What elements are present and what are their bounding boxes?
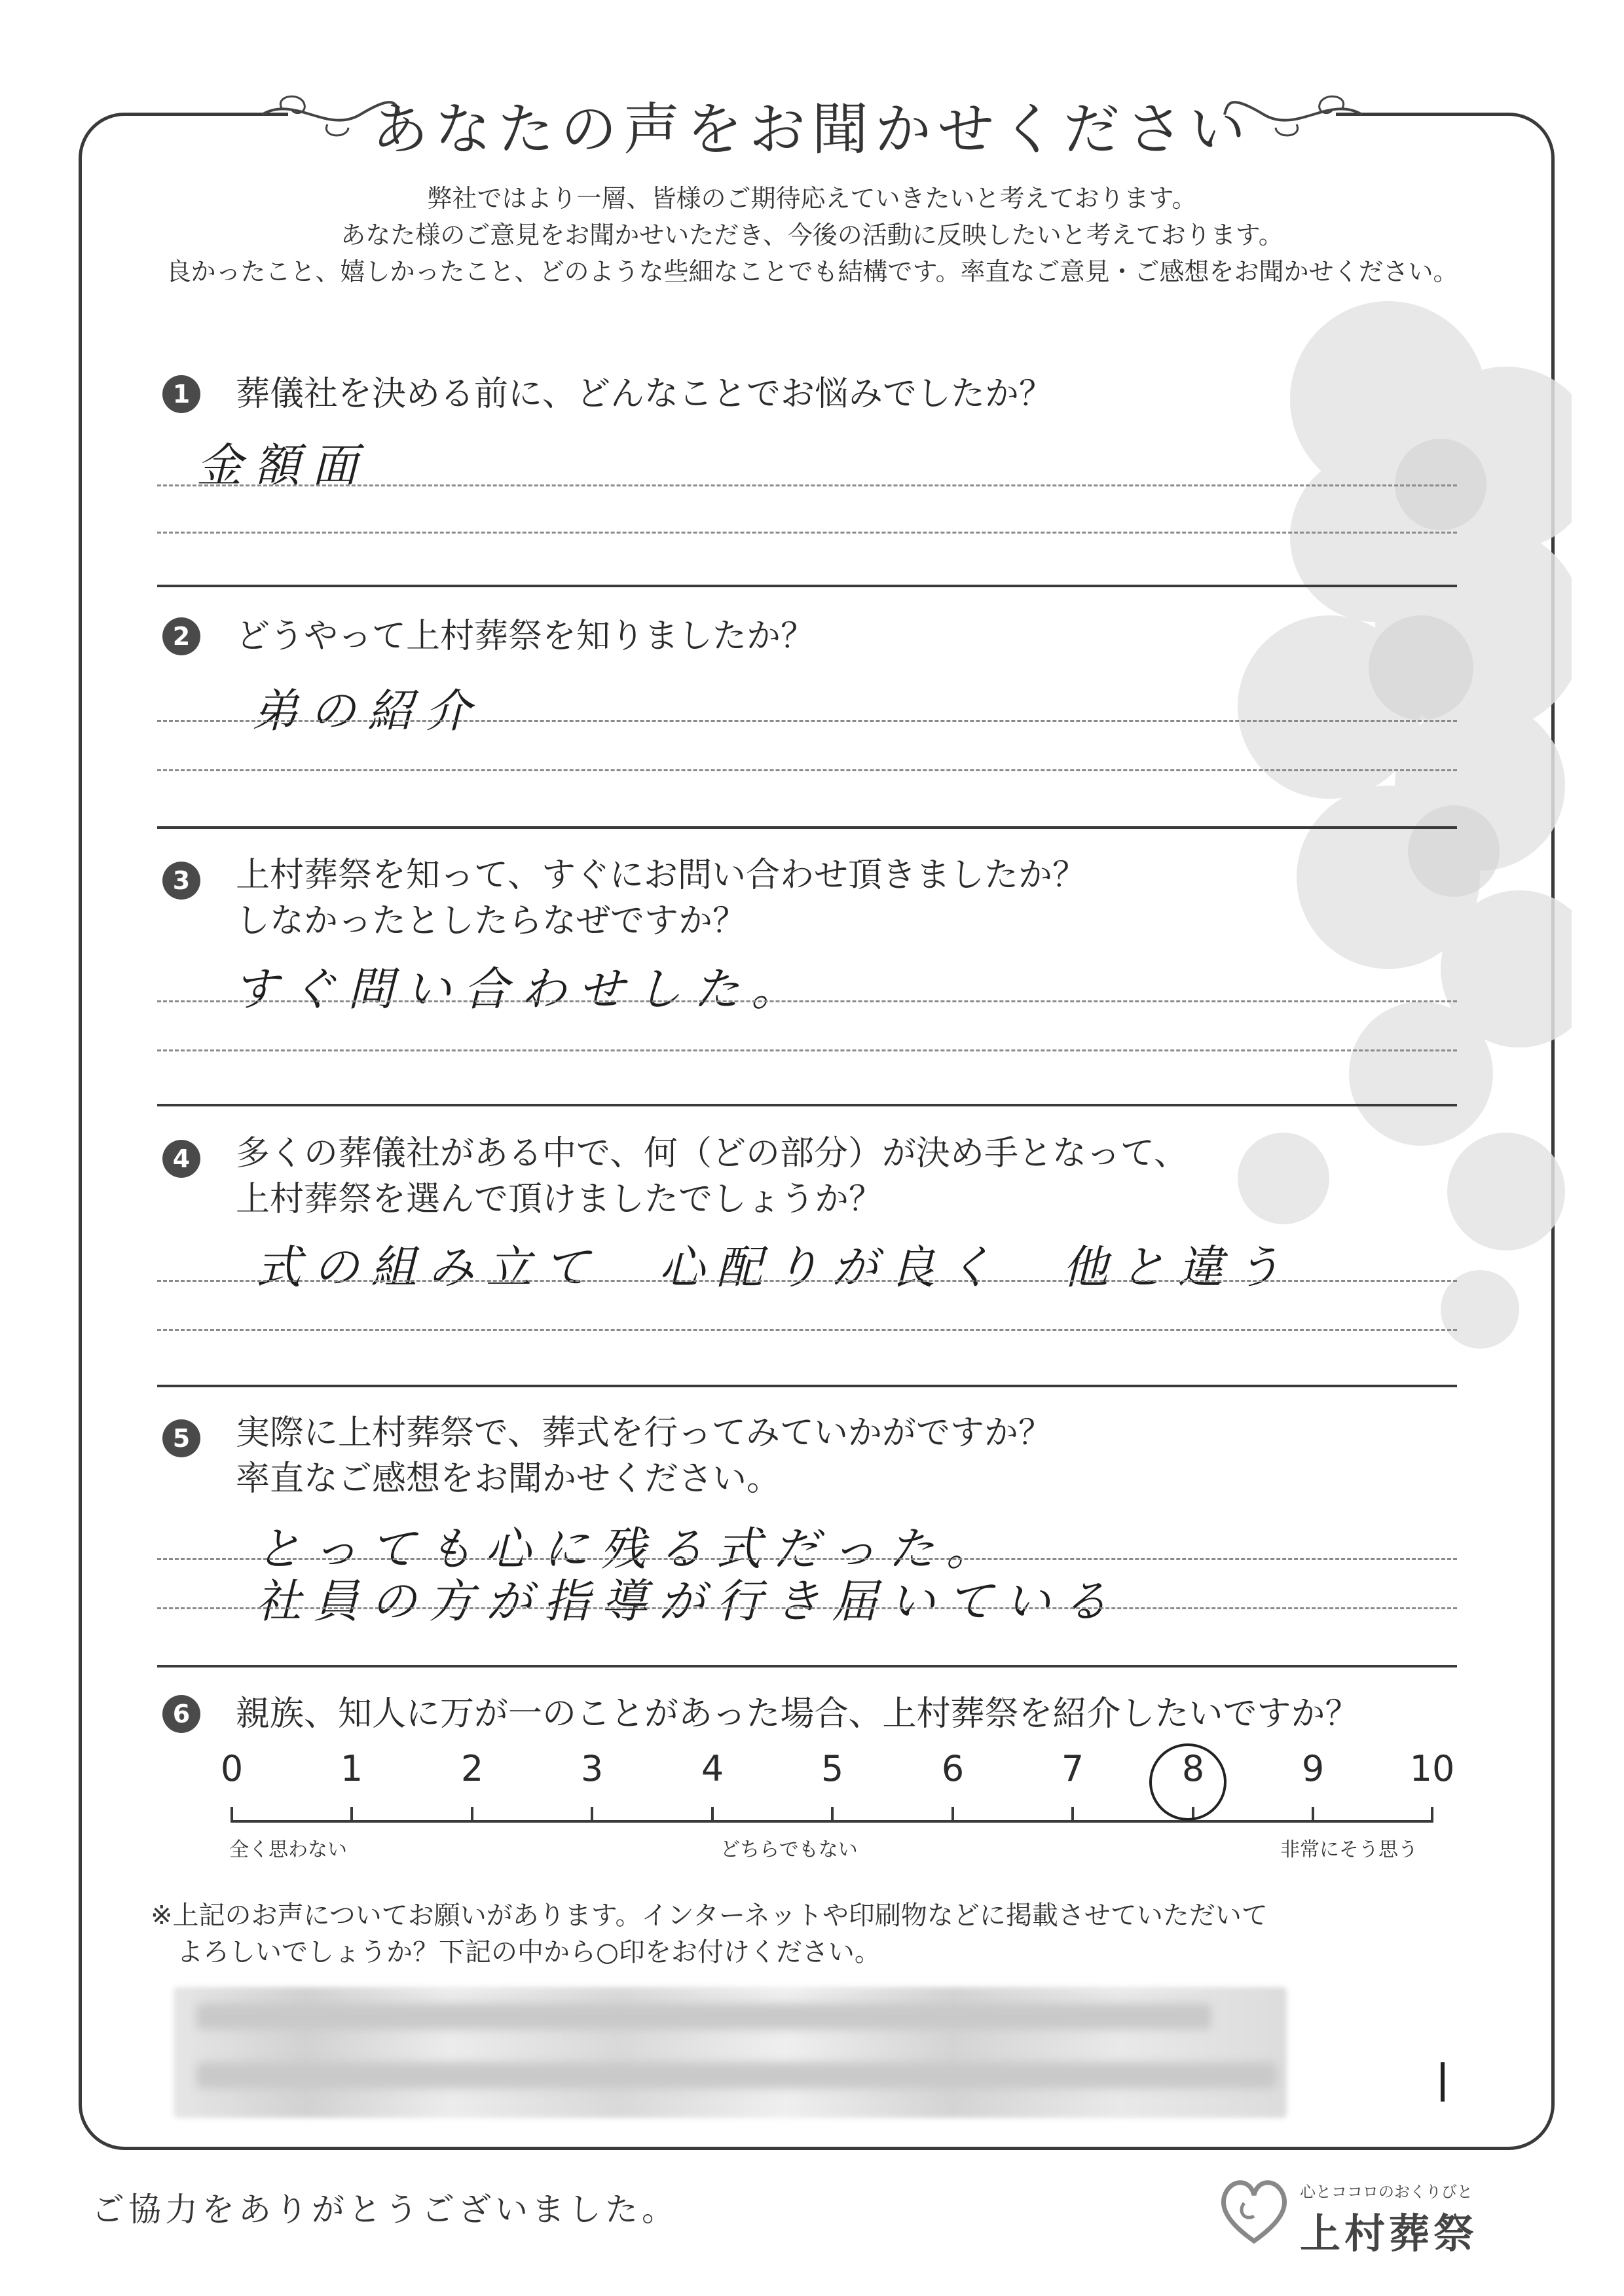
answer-3-line-1	[157, 1000, 1457, 1002]
redacted-row-1	[196, 2003, 1211, 2030]
answer-5-handwriting-line-2: 社員の方が指導が行き届いている	[255, 1575, 1120, 1628]
redacted-row-2	[196, 2062, 1277, 2088]
clover-background-decoration	[1113, 288, 1572, 1532]
scale-number-8[interactable]: 8	[1181, 1748, 1205, 1789]
form-title: あなたの声をお聞かせください	[372, 97, 1252, 162]
scale-number-10[interactable]: 10	[1409, 1748, 1455, 1789]
scale-tick-2	[471, 1807, 473, 1823]
scale-number-2[interactable]: 2	[460, 1748, 484, 1789]
scale-number-4[interactable]: 4	[701, 1748, 724, 1789]
scale-number-6[interactable]: 6	[941, 1748, 965, 1789]
question-1-text: 葬儀社を決める前に、どんなことでお悩みでしたか？	[236, 374, 1054, 414]
answer-5-handwriting-line-1: とっても心に残る式だった。	[255, 1522, 1004, 1576]
answer-1-handwriting: 金額面	[196, 439, 369, 492]
intro-line-3: 良かったこと、嬉しかったこと、どのような些細なことでも結構です。率直なご意見・ご感想をお聞かせください。	[166, 257, 1458, 286]
answer-4-line-2	[157, 1329, 1457, 1331]
scale-label-low: 全く思わない	[229, 1838, 347, 1861]
section-divider-3	[157, 1104, 1457, 1106]
publication-note-line-2: よろしいでしょうか？下記の中から○印をお付けください。	[151, 1937, 881, 1967]
scale-tick-3	[591, 1807, 593, 1823]
question-3-text-line-1: 上村葬祭を知って、すぐにお問い合わせ頂きましたか？	[236, 856, 1086, 895]
answer-2-line-1	[157, 720, 1457, 722]
answer-1-line-1	[157, 484, 1457, 486]
intro-line-1: 弊社ではより一層、皆様のご期待応えていきたいと考えております。	[427, 184, 1197, 213]
scale-tick-9	[1312, 1807, 1314, 1823]
question-4-text-line-2: 上村葬祭を選んで頂けましたでしょうか？	[236, 1180, 883, 1219]
section-divider-1	[157, 585, 1457, 587]
question-3-text-line-2: しなかったとしたらなぜですか？	[236, 902, 747, 941]
scale-tick-0	[231, 1807, 233, 1823]
question-5-text-line-1: 実際に上村葬祭で、葬式を行ってみていかがですか？	[236, 1413, 1052, 1453]
scale-tick-6	[951, 1807, 954, 1823]
section-divider-2	[157, 826, 1457, 829]
thank-you-message: ご協力をありがとうございました。	[92, 2191, 678, 2229]
scale-tick-7	[1071, 1807, 1074, 1823]
publication-note-line-1: ※上記のお声についてお願いがあります。インターネットや印刷物などに掲載させていただいて	[151, 1901, 1268, 1931]
scale-tick-5	[831, 1807, 834, 1823]
answer-4-line-1	[157, 1280, 1457, 1282]
scale-tick-10	[1431, 1807, 1433, 1823]
question-2-number: 2	[162, 617, 200, 655]
question-1-number: 1	[162, 375, 200, 413]
intro-line-2: あなた様のご意見をお聞かせいただき、今後の活動に反映したいと考えております。	[341, 221, 1283, 249]
answer-5-line-1	[157, 1558, 1457, 1560]
scale-label-mid: どちらでもない	[720, 1838, 858, 1861]
question-4-text-line-1: 多くの葬儀社がある中で、何（どの部分）が決め手となって、	[236, 1134, 1188, 1173]
company-logo-name: 上村葬祭	[1300, 2210, 1479, 2257]
heart-logo-icon	[1215, 2170, 1293, 2249]
scale-number-9[interactable]: 9	[1301, 1748, 1325, 1789]
scale-tick-1	[350, 1807, 353, 1823]
scale-label-high: 非常にそう思う	[1280, 1838, 1418, 1861]
question-3-number: 3	[162, 862, 200, 900]
answer-2-handwriting: 弟の紹介	[252, 684, 483, 738]
scale-number-1[interactable]: 1	[340, 1748, 363, 1789]
scale-tick-4	[711, 1807, 714, 1823]
question-4-number: 4	[162, 1140, 200, 1178]
scale-number-0[interactable]: 0	[220, 1748, 244, 1789]
scale-number-5[interactable]: 5	[821, 1748, 844, 1789]
answer-5-line-2	[157, 1607, 1457, 1609]
logo-tagline: 心とココロのおくりびと	[1300, 2183, 1473, 2201]
answer-1-line-2	[157, 532, 1457, 534]
handwritten-mark	[1441, 2062, 1445, 2102]
scale-number-7[interactable]: 7	[1061, 1748, 1084, 1789]
question-5-text-line-2: 率直なご感想をお聞かせください。	[236, 1459, 781, 1499]
answer-4-handwriting: 式の組み立て 心配りが良く 他と違う	[255, 1241, 1293, 1294]
answer-2-line-2	[157, 769, 1457, 771]
question-6-text: 親族、知人に万が一のことがあった場合、上村葬祭を紹介したいですか？	[236, 1694, 1359, 1734]
answer-3-line-2	[157, 1049, 1457, 1051]
question-6-number: 6	[162, 1695, 200, 1733]
section-divider-5	[157, 1665, 1457, 1667]
question-2-text: どうやって上村葬祭を知りましたか？	[236, 617, 815, 656]
scale-number-3[interactable]: 3	[580, 1748, 604, 1789]
question-5-number: 5	[162, 1419, 200, 1457]
section-divider-4	[157, 1385, 1457, 1387]
answer-3-handwriting: すぐ問い合わせした。	[232, 962, 809, 1016]
